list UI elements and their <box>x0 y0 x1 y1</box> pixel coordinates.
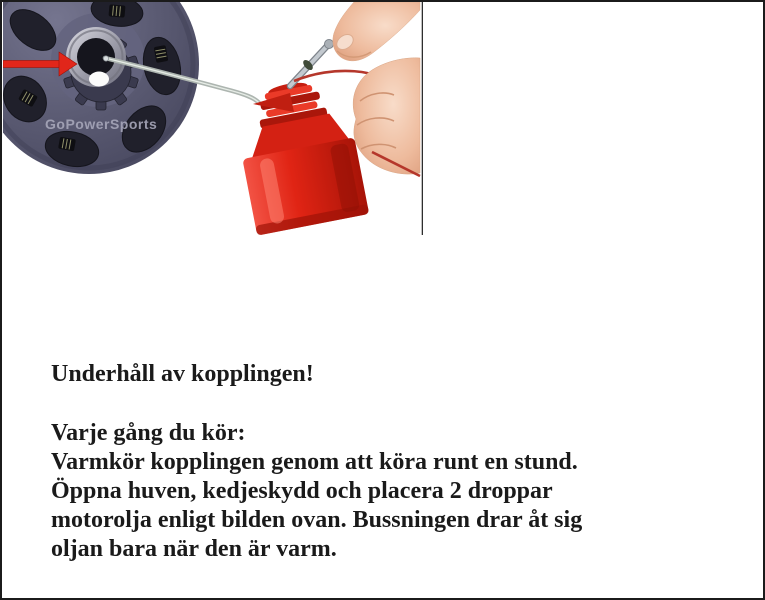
instruction-line: Varje gång du kör: <box>51 420 246 446</box>
instruction-line: motorolja enligt bilden ovan. Bussningen drar åt sig <box>51 507 583 533</box>
watermark-text: GoPowerSports <box>45 116 158 132</box>
instructions-paragraph <box>51 419 582 564</box>
instruction-line: oljan bara när den är varm. <box>51 536 337 562</box>
instruction-line: Öppna huven, kedjeskydd och placera 2 droppar <box>51 478 553 504</box>
page-title: Underhåll av kopplingen! <box>51 361 314 387</box>
instruction-line: Varmkör kopplingen genom att köra runt en stund. <box>51 449 578 475</box>
clutch-oiling-photo <box>3 2 423 235</box>
clutch-bushing <box>66 27 126 87</box>
